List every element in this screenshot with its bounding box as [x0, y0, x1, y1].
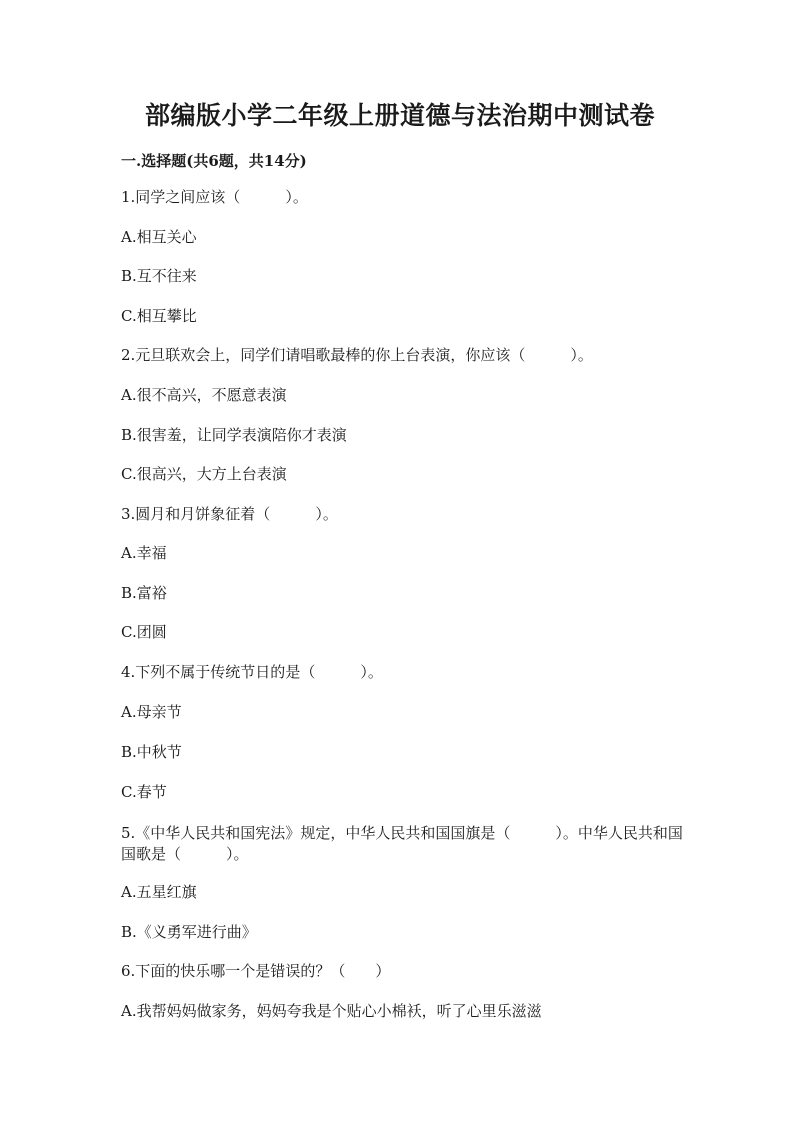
- question-2-option-a: A.很不高兴，不愿意表演: [121, 386, 287, 404]
- question-6-option-a: A.我帮妈妈做家务，妈妈夸我是个贴心小棉袄，听了心里乐滋滋: [121, 1002, 542, 1020]
- section-heading: 一.选择题(共6题，共14分): [121, 152, 307, 170]
- question-3-option-c: C.团圆: [121, 623, 167, 641]
- question-6-stem: 6.下面的快乐哪一个是错误的？（ ）: [121, 962, 391, 980]
- question-4-stem: 4.下列不属于传统节日的是（ ）。: [121, 663, 383, 681]
- question-1-option-b: B.互不往来: [121, 267, 197, 285]
- question-5-option-a: A.五星红旗: [121, 883, 197, 901]
- question-2-stem: 2.元旦联欢会上，同学们请唱歌最棒的你上台表演，你应该（ ）。: [121, 346, 593, 364]
- question-2-option-c: C.很高兴，大方上台表演: [121, 465, 287, 483]
- question-1-option-a: A.相互关心: [121, 228, 197, 246]
- question-1-option-c: C.相互攀比: [121, 307, 197, 325]
- question-5-stem: 5.《中华人民共和国宪法》规定，中华人民共和国国旗是（ ）。中华人民共和国国歌是（ ）。: [121, 824, 683, 863]
- document-title: 部编版小学二年级上册道德与法治期中测试卷: [144, 101, 655, 130]
- question-3-option-a: A.幸福: [121, 544, 167, 562]
- question-4-option-b: B.中秋节: [121, 743, 182, 761]
- question-5-option-b: B.《义勇军进行曲》: [121, 923, 257, 941]
- question-3-option-b: B.富裕: [121, 584, 167, 602]
- question-4-option-a: A.母亲节: [121, 703, 182, 721]
- question-1-stem: 1.同学之间应该（ ）。: [121, 188, 308, 206]
- question-3-stem: 3.圆月和月饼象征着（ ）。: [121, 505, 338, 523]
- question-4-option-c: C.春节: [121, 783, 167, 801]
- question-2-option-b: B.很害羞，让同学表演陪你才表演: [121, 426, 347, 444]
